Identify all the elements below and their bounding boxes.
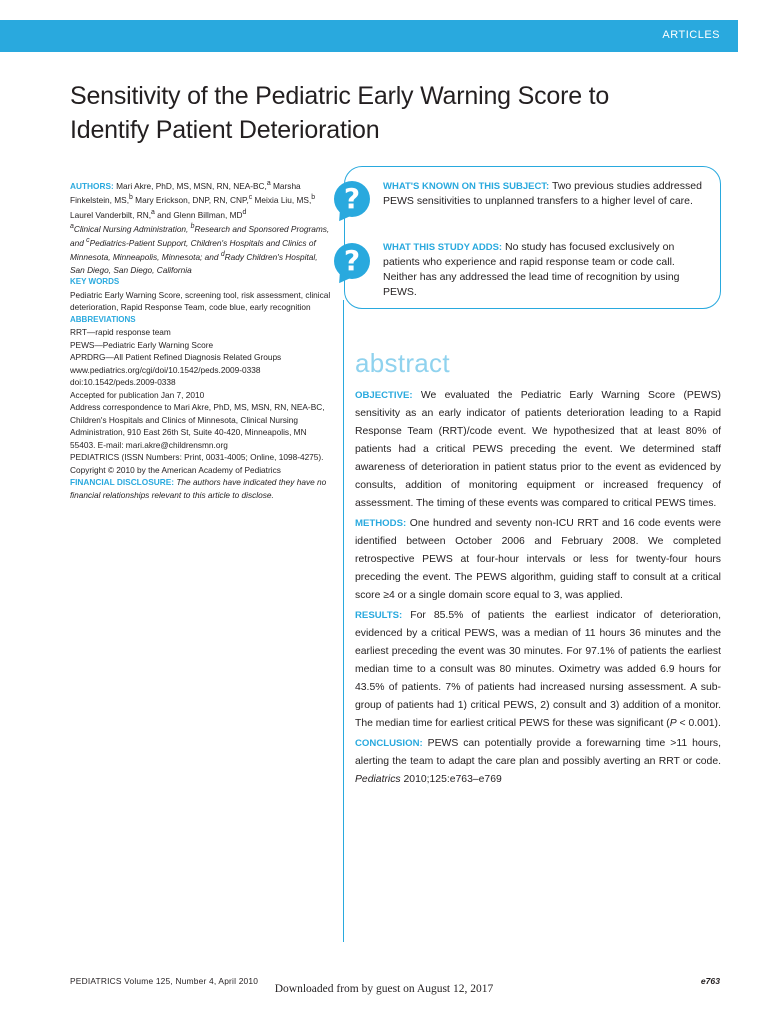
abbreviation-item: APRDRG—All Patient Refined Diagnosis Related Groups	[70, 352, 282, 363]
authors-text: Laurel Vanderbilt, RN,	[70, 209, 152, 220]
abbreviations-heading: ABBREVIATIONS	[70, 314, 136, 324]
abbreviation-item: PEWS—Pediatric Early Warning Score	[70, 339, 214, 350]
abstract-methods	[355, 515, 721, 605]
keywords-text: Pediatric Early Warning Score, screening tool, risk assessment, clinical deterioration, Rapid Response Team, code blue, early recognition	[70, 289, 331, 313]
authors-text: and Glenn Billman, MD	[154, 209, 243, 220]
results-text: < 0.001).	[676, 718, 721, 729]
article-title	[70, 79, 710, 147]
p-value-symbol: P	[669, 718, 677, 729]
question-bubble-icon: ?	[334, 243, 370, 279]
article-url: www.pediatrics.org/cgi/doi/10.1542/peds.2009-0338	[70, 364, 261, 375]
affiliation-marker: c	[86, 237, 90, 245]
affiliation-marker: d	[242, 208, 247, 216]
affiliation-marker: b	[190, 222, 195, 230]
objective-text: We evaluated the Pediatric Early Warning Score (PEWS) sensitivity as an early indicator of patients deterioration leading to a Rapid Response Team (RRT)/code event. We hypothesized that at least 80% of patients had a critical PEWS preceding the event. We determined staff awareness of deterioration in patient status prior to the event as evidenced by consults, addition of monitoring equipment or increased frequency of assessment. The timing of these events was compared to critical PEWS times.	[355, 390, 721, 509]
copyright-line: Copyright © 2010 by the American Academy of Pediatrics	[70, 464, 281, 475]
abbreviation-item: RRT—rapid response team	[70, 327, 171, 338]
article-info-column	[70, 178, 332, 501]
section-header-bar	[0, 20, 738, 52]
study-adds-label: WHAT THIS STUDY ADDS:	[383, 242, 503, 253]
abstract-objective	[355, 387, 721, 513]
affiliation-marker: a	[151, 208, 155, 216]
journal-name: Pediatrics	[355, 774, 401, 785]
question-bubble-icon: ?	[334, 181, 370, 217]
journal-footer: PEDIATRICS Volume 125, Number 4, April 2010	[70, 976, 259, 986]
study-adds-text: No study has focused exclusively on patients who experience and rapid response team or code call. Neither has any addressed the lead time of recognition by using PEWS.	[383, 241, 680, 298]
citation-text: 2010;125:e763–e769	[400, 774, 502, 785]
whats-known-paragraph	[383, 179, 708, 209]
affiliation-marker: b	[311, 194, 316, 202]
article-doi: doi:10.1542/peds.2009-0338	[70, 377, 176, 388]
article-title-line-2: Identify Patient Deterioration	[70, 116, 380, 144]
affiliation-text: Pediatrics-Patient Support, Children's Hospitals and Clinics of Minnesota, Minneapolis, Minnesota; and	[70, 237, 316, 263]
authors-text: Liu, MS,	[280, 195, 312, 206]
section-label: ARTICLES	[662, 29, 720, 41]
abstract-heading: abstract	[355, 348, 450, 378]
conclusion-text: PEWS can potentially provide a forewarning time >11 hours, alerting the team to adapt the care plan and possibly averting an RRT or code.	[355, 738, 721, 767]
accepted-date: Accepted for publication Jan 7, 2010	[70, 389, 205, 400]
abstract-body	[355, 387, 721, 791]
correspondence-address: Address correspondence to Mari Akre, PhD, MS, MSN, RN, NEA-BC, Children's Hospitals and Clinics of Minnesota, Clinical Nursing Administration, 910 East 26th St, Suite 40-420, Minneapolis, MN 55403. E-mail: mari.akre@childrensmn.org	[70, 402, 325, 450]
article-title-line-1: Sensitivity of the Pediatric Early Warning Score to	[70, 82, 610, 110]
affiliation-marker: a	[266, 180, 271, 187]
affiliation-text: Rady Children's Hospital, San Diego, San Diego, California	[70, 252, 318, 275]
methods-label: METHODS:	[355, 518, 407, 529]
authors-label: AUTHORS:	[70, 180, 114, 191]
affiliation-marker: a	[70, 222, 74, 230]
methods-text: One hundred and seventy non-ICU RRT and 16 code events were identified between October 2006 and February 2008. We completed retrospective PEWS at four-hour intervals or less for twenty-four hours preceding the event. The PEWS algorithm, guiding staff to consult at a critical score ≥4 or a single domain score equal to 3, was applied.	[355, 518, 721, 601]
whats-known-label: WHAT'S KNOWN ON THIS SUBJECT:	[383, 181, 550, 192]
abstract-conclusion	[355, 735, 721, 789]
keywords-heading: KEY WORDS	[70, 277, 120, 287]
financial-disclosure	[70, 476, 332, 501]
affiliation-marker: c	[248, 194, 253, 202]
authors-text: Meixia	[252, 195, 279, 206]
summary-box	[344, 166, 721, 309]
objective-label: OBJECTIVE:	[355, 390, 413, 401]
authors-text: Mari Akre, PhD, MS, MSN, RN, NEA-BC,	[113, 180, 267, 191]
financial-disclosure-text: The authors have indicated they have no financial relationships relevant to this article to disclose.	[70, 477, 327, 500]
issn-line: PEDIATRICS (ISSN Numbers: Print, 0031-4005; Online, 1098-4275).	[70, 452, 324, 463]
page-number: e763	[700, 976, 720, 986]
affiliation-marker: d	[220, 251, 225, 259]
abstract-results	[355, 607, 721, 733]
affiliation-text: Research and Sponsored Programs, and	[70, 223, 330, 248]
authors	[70, 178, 332, 221]
affiliation-text: Clinical Nursing Administration,	[73, 223, 191, 234]
results-text: For 85.5% of patients the earliest indicator of deterioration, evidenced by a critical PEWS, was a median of 11 hours 36 minutes and the earliest preceding the event was 30 minutes. For 97.1% of patients the earliest median time to a consult was 80 minutes. Oximetry was added 6.9 hours for 43.5% of patients. 7% of patients had increased nursing assessment. A sub-group of patients had 1) critical PEWS, 2) consult and 3) addition of a monitor. The median time for earliest critical PEWS for these was significant (	[355, 610, 721, 729]
affiliations	[70, 221, 332, 276]
study-adds-paragraph	[383, 240, 708, 300]
authors-text: Marsha	[270, 180, 301, 191]
authors-text: Mary Erickson, DNP, RN, CNP,	[132, 195, 249, 206]
whats-known-text: Two previous studies addressed PEWS sensitivities to unplanned transfers to a higher level of care.	[383, 180, 702, 207]
download-watermark: Downloaded from by guest on August 12, 2017	[274, 983, 494, 995]
column-divider	[343, 300, 344, 942]
affiliation-marker: b	[129, 194, 133, 202]
conclusion-label: CONCLUSION:	[355, 738, 423, 749]
financial-disclosure-label: FINANCIAL DISCLOSURE:	[70, 477, 175, 488]
authors-text: Finkelstein, MS,	[70, 195, 130, 206]
results-label: RESULTS:	[355, 610, 403, 621]
